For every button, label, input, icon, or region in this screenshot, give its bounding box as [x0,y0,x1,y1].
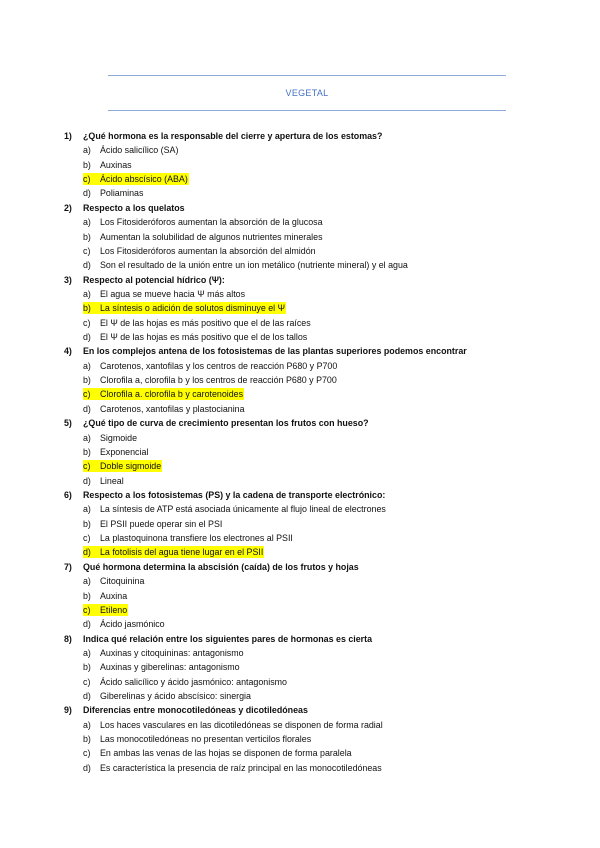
highlighted-answer [83,604,128,616]
answer [83,446,149,458]
option-text: El Ψ de las hojas es más positivo que el de las raíces [100,317,311,328]
answer-option [0,445,600,459]
answer [83,575,145,587]
option-letter: a) [83,647,91,658]
answer-option [0,603,600,617]
option-letter: a) [83,145,91,156]
option-letter: b) [83,662,91,673]
option-text: El Ψ de las hojas es más positivo que el de los tallos [100,332,308,343]
option-text: Exponencial [100,446,149,457]
question-text: ¿Qué tipo de curva de crecimiento presentan los frutos con hueso? [83,418,369,429]
option-letter: c) [83,748,91,759]
answer-option [0,517,600,531]
option-text: Ácido salicílico (SA) [100,145,179,156]
answer [83,762,383,774]
answer-option [0,143,600,157]
option-letter: b) [83,375,91,386]
option-text: Carotenos, xantofilas y los centros de reacción P680 y P700 [100,360,338,371]
answer [83,360,338,372]
option-letter: d) [83,403,91,414]
option-text: Clorofila a, clorofila b y los centros de reacción P680 y P700 [100,375,337,386]
option-text: El PSII puede operar sin el PSI [100,518,223,529]
header-rule-top [108,75,506,76]
answer [83,245,317,257]
question-text: ¿Qué hormona es la responsable del cierre y apertura de los estomas? [83,131,383,141]
answer-option [0,746,600,760]
answer-option [0,287,600,301]
answer-option [0,718,600,732]
option-text: Auxinas y giberelinas: antagonismo [100,662,240,673]
question-1 [0,129,600,143]
option-text: Aumentan la solubilidad de algunos nutrientes minerales [100,231,323,242]
option-text: Auxinas y citoquininas: antagonismo [100,647,244,658]
option-letter: d) [83,332,91,343]
option-text: Clorofila a. clorofila b y carotenoides [100,389,244,400]
answer-option [0,660,600,674]
option-text: Las monocotiledóneas no presentan verticilos florales [100,734,312,745]
question-text: Respecto a los quelatos [83,202,185,213]
option-text: Son el resultado de la unión entre un ion metálico (nutriente mineral) y el agua [100,260,408,271]
answer-option [0,574,600,588]
option-text: El agua se mueve hacia Ψ más altos [100,288,246,299]
option-letter: a) [83,217,91,228]
question-2 [0,201,600,215]
option-text: En ambas las venas de las hojas se disponen de forma paralela [100,748,352,759]
question-number: 2) [64,202,72,213]
option-letter: c) [83,461,91,472]
answer [83,503,387,515]
option-text: Los Fitosideróforos aumentan la absorción de la glucosa [100,217,323,228]
question-number: 5) [64,418,72,429]
option-letter: c) [83,245,91,256]
option-text: La síntesis o adición de solutos disminuye el Ψ [100,303,286,314]
option-letter: a) [83,719,91,730]
option-text: Ácido abscísico (ABA) [100,174,188,185]
answer [83,288,246,300]
option-text: Auxina [100,590,128,601]
answer [83,374,338,386]
option-text: Los haces vasculares en las dicotiledóneas se disponen de forma radial [100,719,383,730]
answer-option [0,186,600,200]
answer-option [0,675,600,689]
answer-option [0,761,600,775]
answer-option [0,230,600,244]
answer-option [0,359,600,373]
answer-option [0,531,600,545]
option-text: La síntesis de ATP está asociada únicamente al flujo lineal de electrones [100,504,386,515]
question-6 [0,488,600,502]
option-text: Giberelinas y ácido abscísico: sinergia [100,691,251,702]
answer [83,187,144,199]
answer [83,159,133,171]
answer-option [0,402,600,416]
option-text: La fotolisis del agua tiene lugar en el PSII [100,547,264,558]
option-letter: a) [83,576,91,587]
answer-option [0,215,600,229]
option-text: Auxinas [100,159,132,170]
option-letter: d) [83,619,91,630]
answer [83,676,288,688]
answer [83,647,245,659]
highlighted-answer [83,388,244,400]
option-text: Los Fitosideróforos aumentan la absorción del almidón [100,245,316,256]
option-text: Poliaminas [100,188,144,199]
option-letter: b) [83,159,91,170]
answer-option [0,387,600,401]
answer-option [0,646,600,660]
option-letter: d) [83,762,91,773]
option-text: Lineal [100,475,124,486]
option-letter: c) [83,533,91,544]
question-text: Respecto al potencial hídrico (Ψ): [83,274,225,285]
option-letter: b) [83,734,91,745]
answer-option [0,617,600,631]
answer [83,618,166,630]
answer-option [0,732,600,746]
answer-option [0,545,600,559]
question-4 [0,344,600,358]
answer [83,432,138,444]
answer-option [0,373,600,387]
option-letter: c) [83,317,91,328]
option-text: Carotenos, xantofilas y plastocianina [100,403,245,414]
question-number: 1) [64,131,72,141]
option-text: Sigmoide [100,432,137,443]
answer [83,317,312,329]
answer [83,747,353,759]
option-letter: a) [83,360,91,371]
question-list [0,129,600,775]
option-letter: c) [83,389,91,400]
option-text: Citoquinina [100,576,145,587]
page-title: VEGETAL [285,88,329,98]
option-text: Ácido salicílico y ácido jasmónico: antagonismo [100,676,287,687]
option-text: Doble sigmoide [100,461,162,472]
answer-option [0,689,600,703]
question-8 [0,632,600,646]
option-letter: b) [83,446,91,457]
option-letter: d) [83,260,91,271]
option-letter: d) [83,188,91,199]
highlighted-answer [83,173,189,185]
answer [83,331,308,343]
question-number: 9) [64,705,72,716]
answer [83,590,128,602]
option-text: Ácido jasmónico [100,619,165,630]
option-text: Es característica la presencia de raíz principal en las monocotiledóneas [100,762,382,773]
option-letter: b) [83,590,91,601]
option-text: Etileno [100,604,128,615]
option-letter: b) [83,303,91,314]
answer-option [0,431,600,445]
question-number: 4) [64,346,72,357]
option-letter: a) [83,288,91,299]
question-text: Diferencias entre monocotiledóneas y dicotiledóneas [83,705,308,716]
answer [83,144,179,156]
highlighted-answer [83,460,162,472]
option-letter: a) [83,504,91,515]
option-text: La plastoquinona transfiere los electrones al PSII [100,533,293,544]
answer-option [0,172,600,186]
answer [83,733,312,745]
question-text: Indica qué relación entre los siguientes pares de hormonas es cierta [83,633,373,644]
answer [83,532,294,544]
answer-option [0,589,600,603]
option-letter: d) [83,547,91,558]
answer [83,690,252,702]
question-text: Qué hormona determina la abscisión (caída) de los frutos y hojas [83,561,359,572]
question-number: 7) [64,561,72,572]
question-9 [0,703,600,717]
answer [83,719,384,731]
option-letter: c) [83,676,91,687]
question-5 [0,416,600,430]
answer-option [0,330,600,344]
option-letter: b) [83,231,91,242]
question-text: En los complejos antena de los fotosistemas de las plantas superiores podemos encontrar [83,346,467,357]
highlighted-answer [83,546,264,558]
answer [83,216,324,228]
answer [83,661,241,673]
answer-option [0,316,600,330]
header-rule-bottom [108,110,506,111]
answer [83,403,246,415]
question-number: 6) [64,489,72,500]
answer-option [0,502,600,516]
answer [83,259,409,271]
answer-option [0,158,600,172]
option-letter: b) [83,518,91,529]
question-text: Respecto a los fotosistemas (PS) y la cadena de transporte electrónico: [83,489,386,500]
answer [83,475,125,487]
answer-option [0,258,600,272]
question-number: 3) [64,274,72,285]
option-letter: d) [83,691,91,702]
answer-option [0,244,600,258]
option-letter: c) [83,174,91,185]
answer [83,231,324,243]
question-number: 8) [64,633,72,644]
question-3 [0,273,600,287]
answer [83,518,223,530]
option-letter: c) [83,604,91,615]
option-letter: d) [83,475,91,486]
question-7 [0,560,600,574]
highlighted-answer [83,302,286,314]
option-letter: a) [83,432,91,443]
answer-option [0,459,600,473]
answer-option [0,474,600,488]
answer-option [0,301,600,315]
